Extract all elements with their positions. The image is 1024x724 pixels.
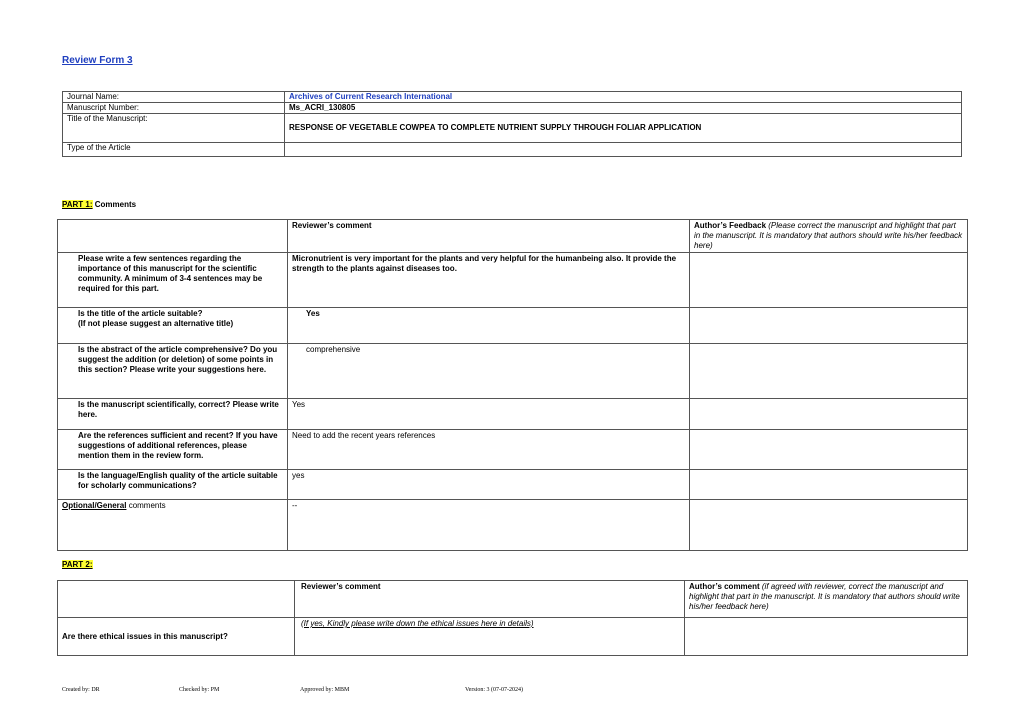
- type-label: Type of the Article: [63, 143, 285, 157]
- feedback-scientific[interactable]: [690, 399, 968, 430]
- table-row: [58, 253, 968, 308]
- feedback-language[interactable]: [690, 470, 968, 500]
- footer-created-by: Created by: DR: [62, 687, 100, 693]
- manuscript-number-value: Ms_ACRI_130805: [285, 103, 962, 114]
- optional-comments-text: comments: [126, 501, 166, 510]
- feedback-references[interactable]: [690, 430, 968, 470]
- part1-label-highlight: PART 1:: [62, 200, 93, 209]
- table-row: [58, 430, 968, 470]
- title-row: [63, 114, 962, 143]
- part1-label: [62, 200, 136, 209]
- question-scientific: Is the manuscript scientifically, correct? Please write here.: [58, 399, 288, 430]
- question-importance: Please write a few sentences regarding the importance of this manuscript for the scientific community. A minimum of 3-4 sentences may be required for this part.: [58, 253, 288, 308]
- comment-scientific: Yes: [288, 399, 690, 430]
- manuscript-number-row: [63, 103, 962, 114]
- title-label: Title of the Manuscript:: [63, 114, 285, 143]
- part1-header-row: [58, 220, 968, 253]
- manuscript-number-label: Manuscript Number:: [63, 103, 285, 114]
- table-row: [58, 344, 968, 399]
- ethics-row: [58, 618, 968, 656]
- table-row: [58, 399, 968, 430]
- question-abstract: Is the abstract of the article comprehensive? Do you suggest the addition (or deletion) of some points in this section? Please write your suggestions here.: [58, 344, 288, 399]
- ethics-note[interactable]: (If yes, Kindly please write down the ethical issues here in details): [295, 618, 685, 656]
- comment-language: yes: [288, 470, 690, 500]
- optional-feedback[interactable]: [690, 500, 968, 551]
- feedback-title[interactable]: [690, 308, 968, 344]
- part2-header-row: [58, 581, 968, 618]
- comment-abstract: comprehensive: [288, 344, 690, 399]
- part2-header-blank: [58, 581, 295, 618]
- part2-reviewer-header: Reviewer’s comment: [295, 581, 685, 618]
- optional-comments-label: [58, 500, 288, 551]
- comment-references: Need to add the recent years references: [288, 430, 690, 470]
- author-feedback-header-note: (Please correct the manuscript and highlight that part in the manuscript. It is mandatory that authors should write his/her feedback here): [694, 221, 963, 250]
- comment-importance: Micronutrient is very important for the plants and very helpful for the humanbeing also. It provide the strength to the plants against diseases too.: [288, 253, 690, 308]
- part1-header-blank: [58, 220, 288, 253]
- reviewer-comment-header: Reviewer’s comment: [288, 220, 690, 253]
- part2-label: [62, 560, 93, 569]
- optional-comments-row: [58, 500, 968, 551]
- part2-author-header: [685, 581, 968, 618]
- type-row: [63, 143, 962, 157]
- ethics-author-comment[interactable]: [685, 618, 968, 656]
- feedback-importance[interactable]: [690, 253, 968, 308]
- ethics-question: Are there ethical issues in this manuscript?: [58, 618, 295, 656]
- optional-comment-value: --: [288, 500, 690, 551]
- form-title: Review Form 3: [62, 55, 133, 66]
- part1-comments-table: [57, 219, 968, 551]
- type-value: [285, 143, 962, 157]
- question-title: Is the title of the article suitable? (If not please suggest an alternative title): [58, 308, 288, 344]
- table-row: [58, 470, 968, 500]
- part1-label-rest: Comments: [92, 200, 137, 209]
- part2-author-header-bold: Author’s comment: [689, 582, 760, 591]
- title-value: RESPONSE OF VEGETABLE COWPEA TO COMPLETE NUTRIENT SUPPLY THROUGH FOLIAR APPLICATION: [285, 114, 962, 143]
- manuscript-info-table: [62, 91, 962, 157]
- footer-approved-by: Approved by: MBM: [300, 687, 350, 693]
- footer-version: Version: 3 (07-07-2024): [465, 687, 523, 693]
- table-row: [58, 308, 968, 344]
- comment-title: Yes: [288, 308, 690, 344]
- part2-author-header-note: (if agreed with reviewer, correct the manuscript and highlight that part in the manuscript. It is mandatory that authors should write his/her feedback here): [689, 582, 960, 611]
- part2-ethics-table: [57, 580, 968, 656]
- journal-label: Journal Name:: [63, 92, 285, 103]
- optional-general-text: Optional/General: [62, 501, 127, 510]
- author-feedback-header-bold: Author’s Feedback: [694, 221, 767, 230]
- footer-checked-by: Checked by: PM: [179, 687, 220, 693]
- journal-row: [63, 92, 962, 103]
- question-language: Is the language/English quality of the article suitable for scholarly communications?: [58, 470, 288, 500]
- author-feedback-header: [690, 220, 968, 253]
- part2-label-highlight: PART 2:: [62, 560, 93, 569]
- question-references: Are the references sufficient and recent? If you have suggestions of additional references, please mention them in the review form.: [58, 430, 288, 470]
- feedback-abstract[interactable]: [690, 344, 968, 399]
- journal-value: Archives of Current Research International: [285, 92, 962, 103]
